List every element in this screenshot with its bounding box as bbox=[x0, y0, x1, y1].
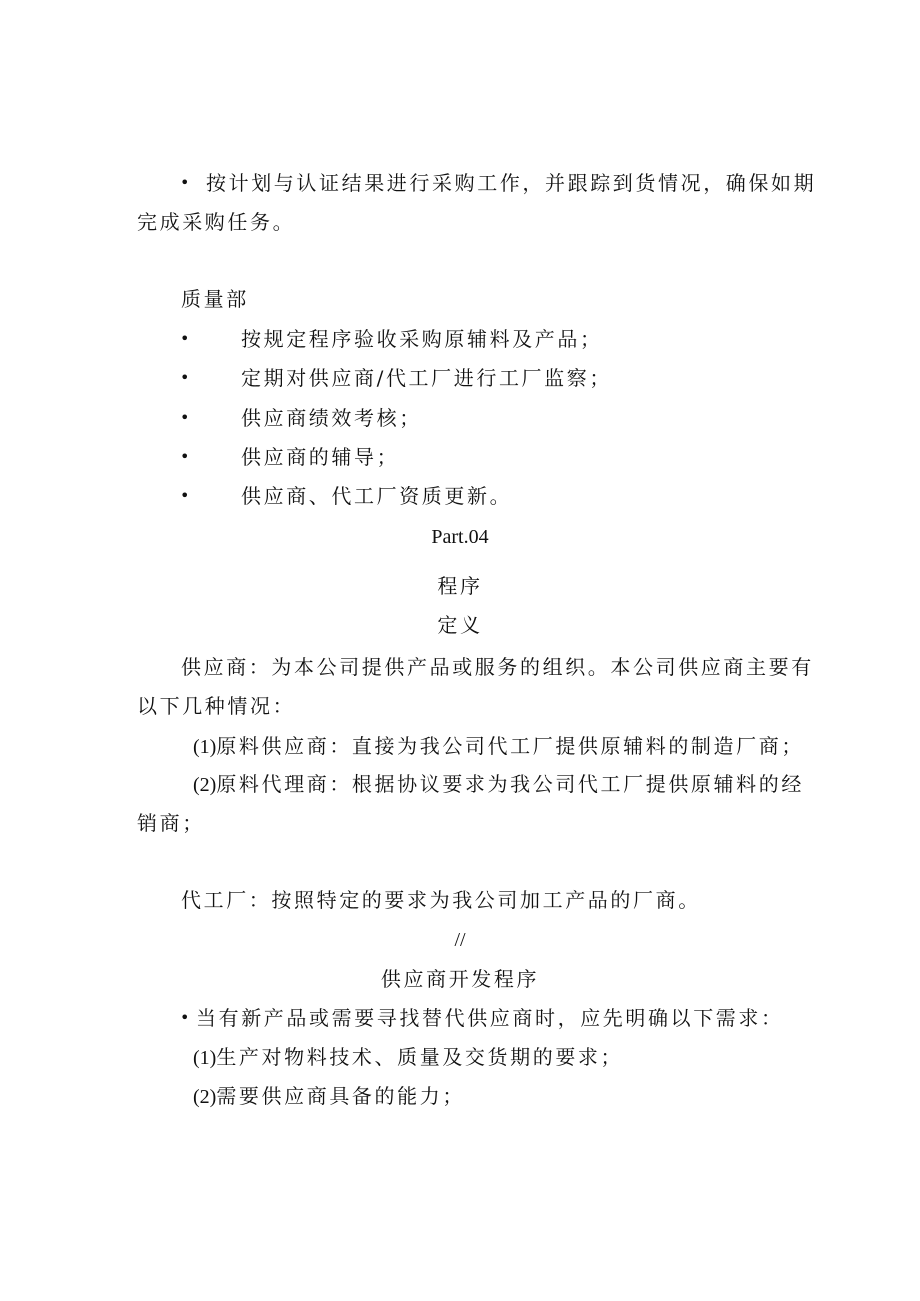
development-intro: 当有新产品或需要寻找替代供应商时，应先明确以下需求： bbox=[196, 1006, 784, 1030]
definition-item-2-number: (2) bbox=[193, 774, 217, 796]
quality-bullet: • bbox=[180, 368, 190, 387]
development-item-2-number: (2) bbox=[193, 1086, 217, 1108]
subsection-title: 定义 bbox=[437, 613, 483, 637]
intro-line-1: 按计划与认证结果进行采购工作，并跟踪到货情况，确保如期 bbox=[206, 171, 817, 195]
development-item-1 bbox=[193, 1044, 623, 1071]
definition-item-2-text: 原料代理商：根据协议要求为我公司代工厂提供原辅料的经 bbox=[216, 772, 804, 796]
supplier-definition-line-2: 以下几种情况： bbox=[137, 694, 296, 718]
quality-item-1: 按规定程序验收采购原辅料及产品； bbox=[241, 327, 603, 351]
intro-line-2: 完成采购任务。 bbox=[137, 210, 296, 234]
supplier-definition-line-1: 供应商：为本公司提供产品或服务的组织。本公司供应商主要有 bbox=[181, 655, 814, 679]
development-item-2 bbox=[193, 1083, 465, 1110]
quality-bullet: • bbox=[180, 447, 190, 466]
definition-item-1-number: (1) bbox=[193, 736, 217, 758]
part-title: Part.04 bbox=[431, 526, 489, 548]
development-item-1-text: 生产对物料技术、质量及交货期的要求； bbox=[216, 1045, 624, 1069]
definition-item-1 bbox=[193, 733, 804, 760]
definition-item-2-continuation: 销商； bbox=[137, 811, 205, 835]
quality-bullet: • bbox=[180, 329, 190, 348]
oem-definition: 代工厂：按照特定的要求为我公司加工产品的厂商。 bbox=[181, 888, 701, 912]
development-item-1-number: (1) bbox=[193, 1047, 217, 1069]
development-item-2-text: 需要供应商具备的能力； bbox=[216, 1084, 465, 1108]
development-heading: 供应商开发程序 bbox=[380, 967, 540, 991]
quality-bullet: • bbox=[180, 486, 190, 505]
separator: // bbox=[454, 929, 466, 951]
definition-item-2 bbox=[193, 771, 804, 798]
quality-heading: 质量部 bbox=[181, 287, 249, 311]
quality-item-2: 定期对供应商/代工厂进行工厂监察； bbox=[241, 366, 612, 390]
definition-item-1-text: 原料供应商：直接为我公司代工厂提供原辅料的制造厂商； bbox=[216, 734, 804, 758]
intro-bullet: • bbox=[180, 173, 190, 192]
section-title: 程序 bbox=[437, 574, 483, 598]
quality-item-5: 供应商、代工厂资质更新。 bbox=[241, 484, 513, 508]
quality-item-3: 供应商绩效考核； bbox=[241, 406, 422, 430]
quality-item-4: 供应商的辅导； bbox=[241, 445, 400, 469]
development-bullet: • bbox=[180, 1008, 190, 1027]
quality-bullet: • bbox=[180, 408, 190, 427]
